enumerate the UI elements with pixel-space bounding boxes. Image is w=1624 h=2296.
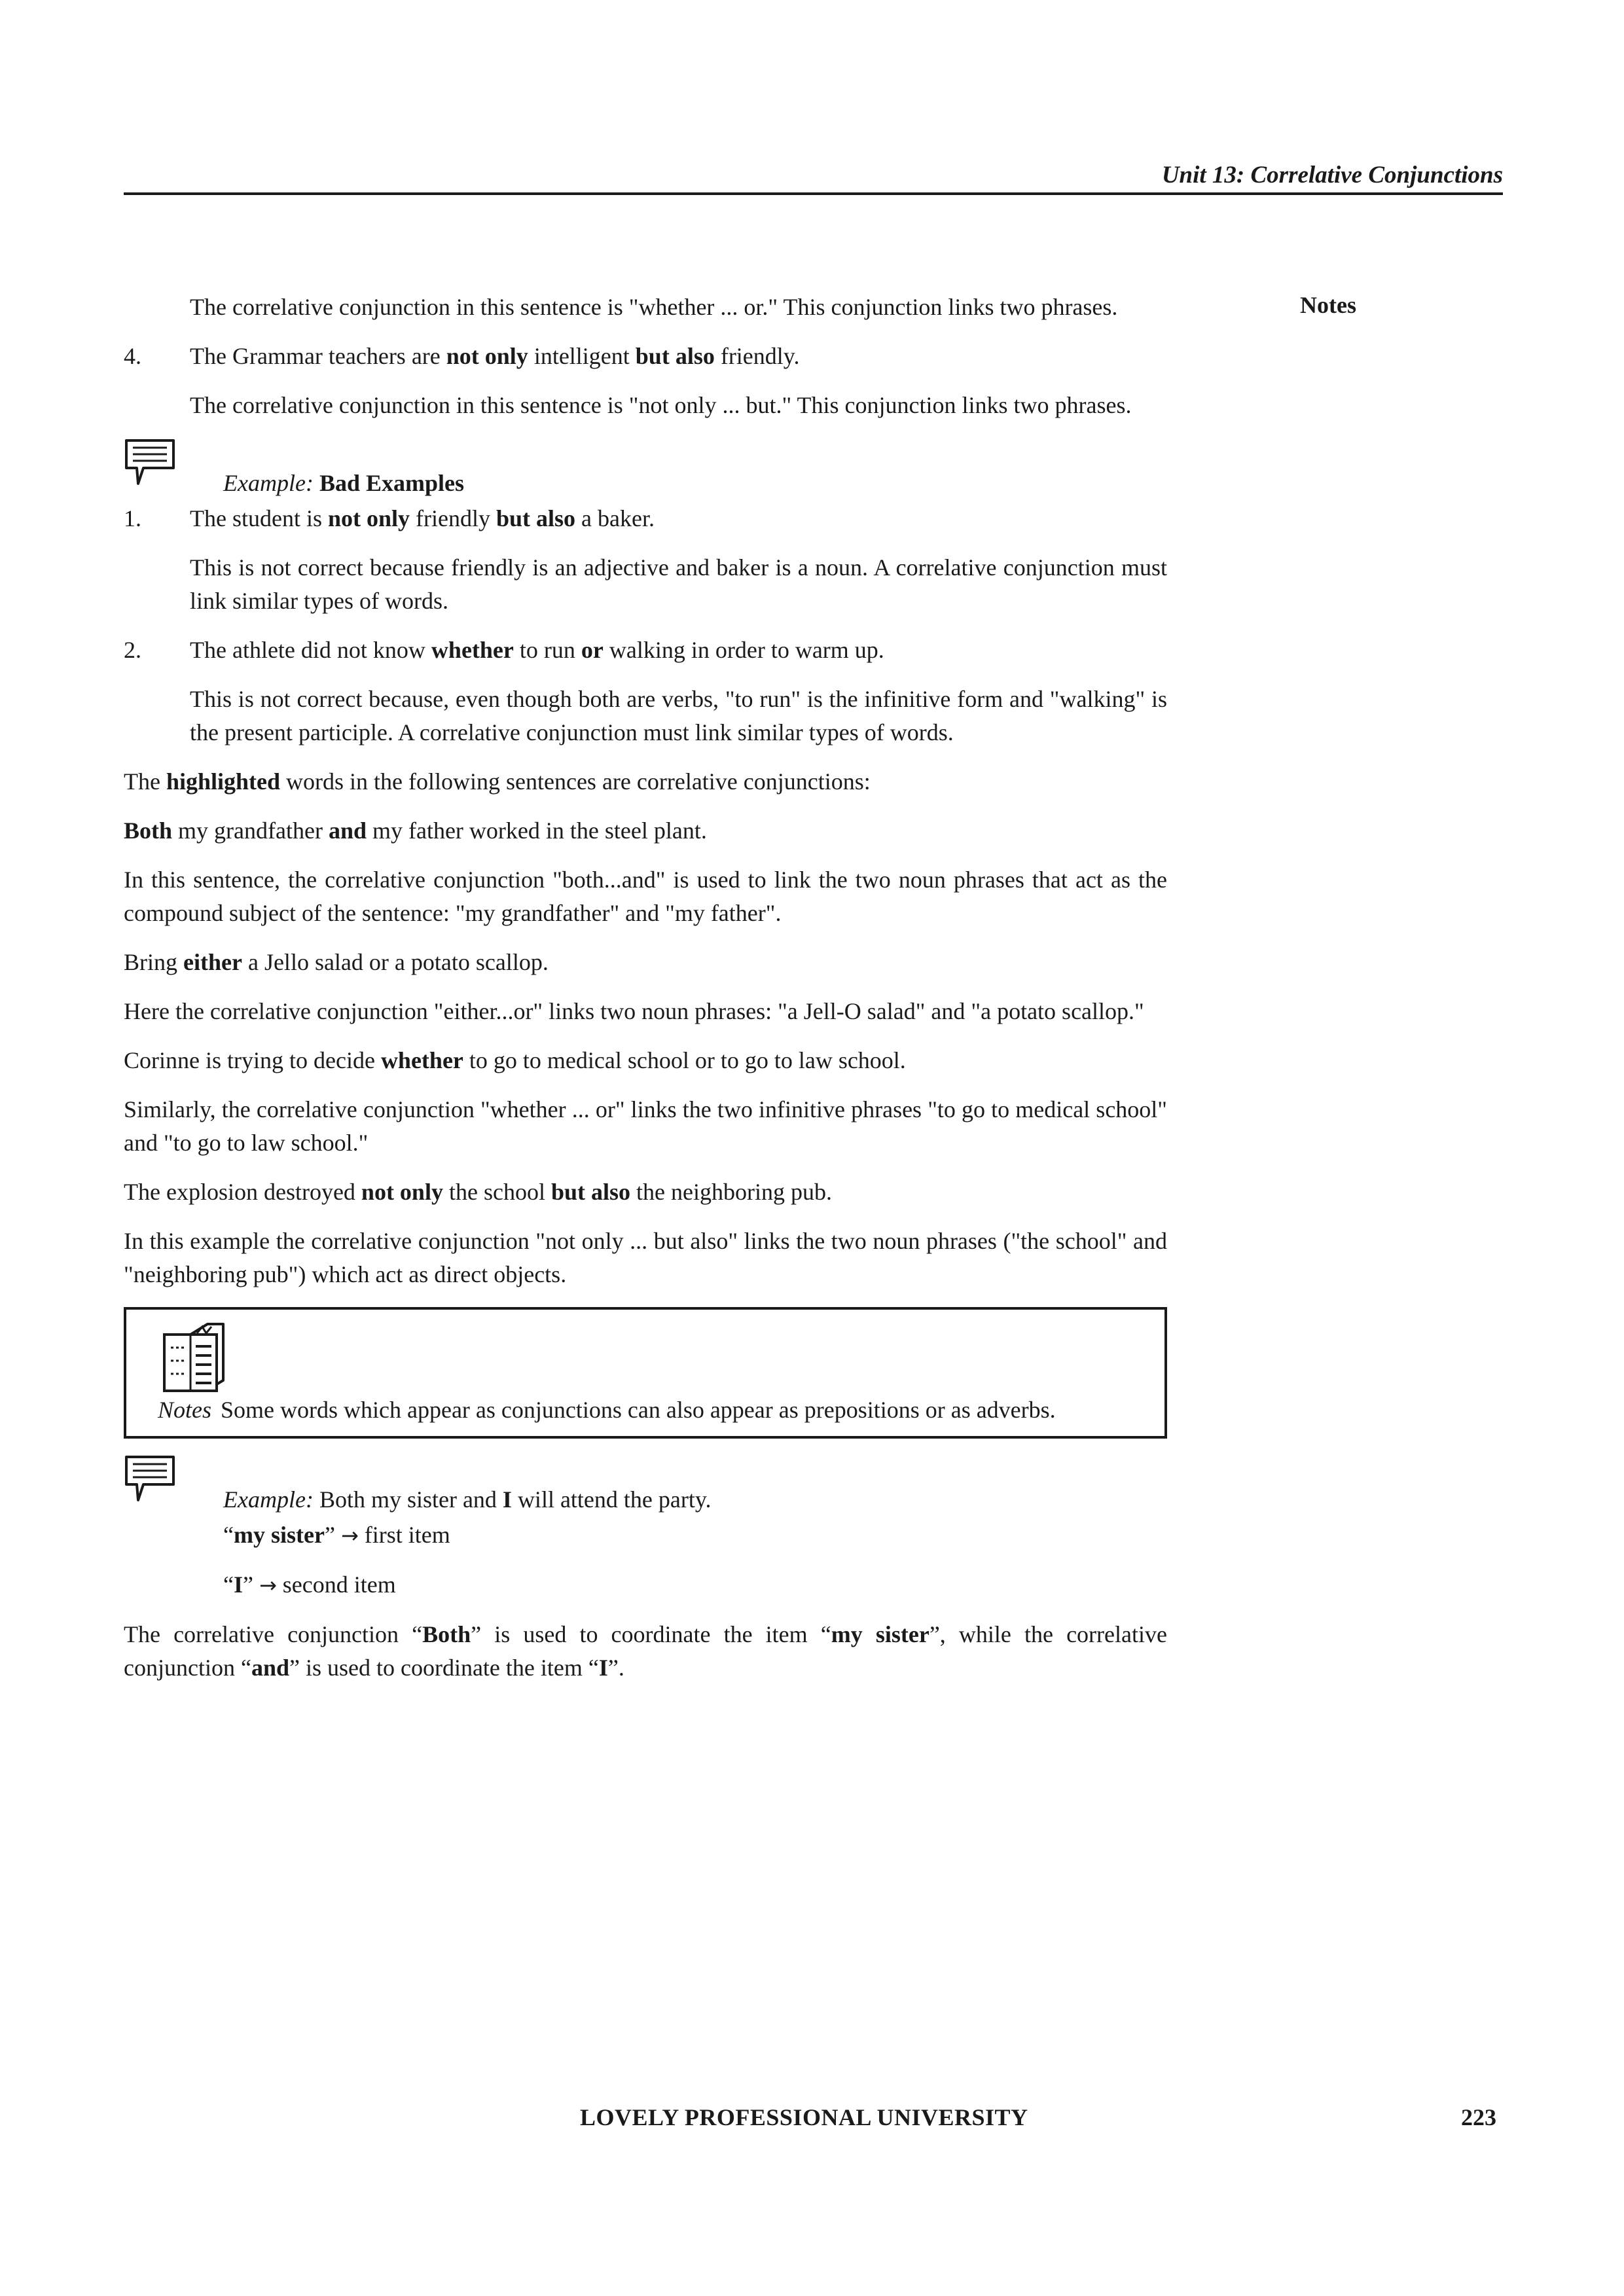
notebook-icon [162,1321,227,1393]
header-rule [124,192,1503,195]
item-number: 1. [124,505,141,531]
speech-bubble-icon [124,1454,176,1507]
item-text: The athlete did not know whether to run or walking in order to warm up. [190,637,884,663]
numbered-item [124,502,1167,535]
note-text: Notes Some words which appear as conjunctions can also appear as prepositions or as adverbs. [158,1397,1056,1423]
main-content [124,291,1167,1700]
numbered-item [124,340,1167,373]
item-number: 2. [124,637,141,663]
numbered-item [124,634,1167,667]
paragraph: The correlative conjunction in this sentence is "whether ... or." This conjunction links two phrases. [190,294,1118,320]
running-header: Unit 13: Correlative Conjunctions [1161,162,1503,188]
footer-university: LOVELY PROFESSIONAL UNIVERSITY [580,2104,1028,2130]
example-heading [124,438,1167,502]
example-sentence: Bring either a Jello salad or a potato scallop. [124,949,549,975]
item-text: The Grammar teachers are not only intelligent but also friendly. [190,343,800,369]
paragraph: The highlighted words in the following sentences are correlative conjunctions: [124,768,871,795]
example-sentence: Both my grandfather and my father worked in the steel plant. [124,817,707,844]
speech-bubble-icon [124,438,176,490]
item-mapping: “I” → second item [223,1571,396,1598]
example-sentence: Corinne is trying to decide whether to go to medical school or to go to law school. [124,1047,906,1073]
page-number: 223 [1461,2104,1496,2130]
note-label: Notes [158,1397,212,1423]
paragraph: This is not correct because friendly is an adjective and baker is a noun. A correlative conjunction must link similar types of words. [190,554,1167,614]
margin-notes-label: Notes [1300,292,1356,318]
paragraph: In this sentence, the correlative conjunction "both...and" is used to link the two noun phrases that act as the compound subject of the sentence: "my grandfather" and "my father". [124,867,1167,926]
item-mapping: “my sister” → first item [223,1522,450,1548]
item-text: The student is not only friendly but also a baker. [190,505,655,531]
right-arrow-icon: → [340,1523,359,1548]
paragraph: The correlative conjunction in this sentence is "not only ... but." This conjunction links two phrases. [190,392,1132,418]
paragraph: This is not correct because, even though both are verbs, "to run" is the infinitive form and "walking" is the present participle. A correlative conjunction must link similar types of words. [190,686,1167,745]
paragraph: Similarly, the correlative conjunction "whether ... or" links the two infinitive phrases "to go to medical school" and "to go to law school." [124,1096,1167,1156]
example-sentence: The explosion destroyed not only the school but also the neighboring pub. [124,1179,832,1205]
example-sentence: Example: Both my sister and I will attend the party. [223,1486,712,1513]
right-arrow-icon: → [259,1573,277,1598]
example-label: Example: Bad Examples [223,470,464,496]
paragraph: The correlative conjunction “Both” is used to coordinate the item “my sister”, while the correlative conjunction “and” is used to coordinate the item “I”. [124,1621,1167,1681]
paragraph: In this example the correlative conjunction "not only ... but also" links the two noun phrases ("the school" and "neighboring pub") which act as direct objects. [124,1228,1167,1287]
notes-box [124,1307,1167,1439]
example-heading [124,1454,1167,1518]
paragraph: Here the correlative conjunction "either...or" links two noun phrases: "a Jell-O salad" and "a potato scallop." [124,998,1144,1024]
item-number: 4. [124,343,141,369]
